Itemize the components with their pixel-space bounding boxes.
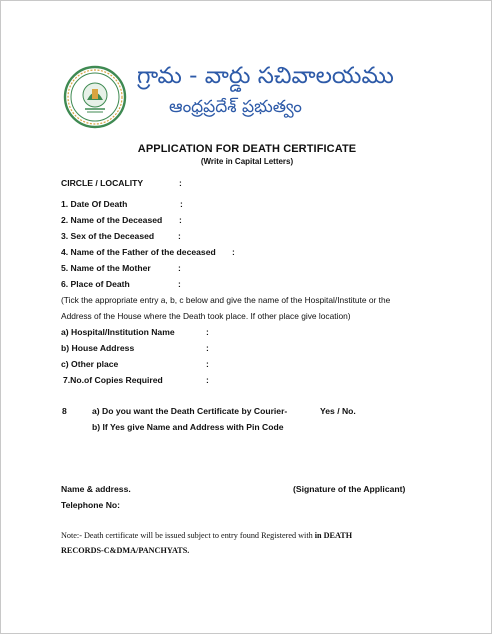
name-address-label: Name & address. [61,484,131,494]
field-colon: : [206,327,209,337]
option-house-address: b) House Address [61,343,135,353]
courier-question: a) Do you want the Death Certificate by Courier- [92,406,288,416]
andhra-pradesh-emblem-icon [63,65,127,129]
field-place-of-death: 6. Place of Death [61,279,130,289]
note-records-text: RECORDS-C&DMA/PANCHYATS. [61,546,190,555]
field-name-of-deceased: 2. Name of the Deceased [61,215,163,225]
item-8-number: 8 [62,406,67,416]
form-title: APPLICATION FOR DEATH CERTIFICATE [137,143,357,155]
instruction-text: (Tick the appropriate entry a, b, c below and give the name of the Hospital/Institute or the [61,295,391,305]
signature-label: (Signature of the Applicant) [293,484,406,494]
field-colon: : [206,343,209,353]
field-colon: : [178,263,181,273]
note-line-1 [61,531,352,540]
field-father-name: 4. Name of the Father of the deceased [61,247,216,257]
circle-locality-label: CIRCLE / LOCALITY [61,178,144,188]
note-text: Note:- Death certificate will be issued subject to entry found Registered with [61,531,313,540]
government-name-telugu: ఆంధ్రప్రదేశ్ ప్రభుత్వం [169,97,302,117]
field-colon: : [206,375,209,385]
field-colon: : [206,359,209,369]
field-copies-required: 7.No.of Copies Required [63,375,163,385]
field-date-of-death: 1. Date Of Death [61,199,128,209]
field-sex-of-deceased: 3. Sex of the Deceased [61,231,155,241]
option-other-place: c) Other place [61,359,119,369]
circle-locality-colon: : [179,178,182,188]
form-subtitle: (Write in Capital Letters) [200,157,294,166]
department-name-telugu: గ్రామ - వార్డు సచివాలయము [137,63,394,89]
field-colon: : [180,199,183,209]
note-line-2 [61,546,189,555]
field-mother-name: 5. Name of the Mother [61,263,151,273]
field-colon: : [178,279,181,289]
option-hospital-institution: a) Hospital/Institution Name [61,327,175,337]
instruction-text-continued: Address of the House where the Death took place. If other place give location) [61,311,351,321]
field-colon: : [179,215,182,225]
telephone-label: Telephone No: [61,500,121,510]
note-bold-text: in DEATH [314,531,353,540]
field-colon: : [178,231,181,241]
courier-address-instruction: b) If Yes give Name and Address with Pin Code [92,422,284,432]
courier-yes-no: Yes / No. [320,406,356,416]
field-colon: : [232,247,235,257]
